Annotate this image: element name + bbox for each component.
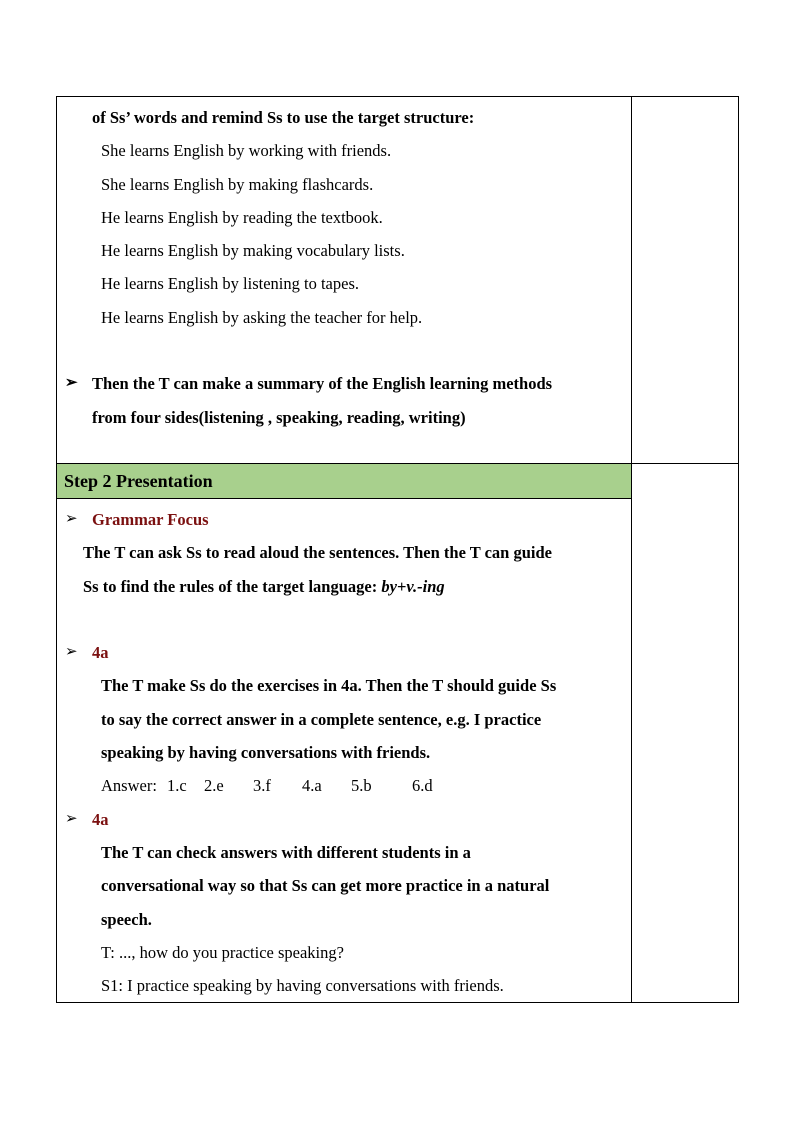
grammar-line: The T can ask Ss to read aloud the sentences. Then the T can guide (83, 543, 552, 563)
section-4a-line: The T make Ss do the exercises in 4a. Then the T should guide Ss (101, 676, 557, 696)
section-4a-line: to say the correct answer in a complete sentence, e.g. I practice (101, 709, 542, 729)
step2-cell (57, 499, 632, 1003)
answer-item: 3.f (253, 776, 271, 796)
step2-title: Step 2 Presentation (57, 464, 632, 499)
example-line: He learns English by reading the textbook. (101, 207, 383, 227)
answer-item: 5.b (351, 776, 372, 796)
section-4a-line: speaking by having conversations with friends. (101, 743, 431, 763)
answer-item: 6.d (412, 776, 433, 796)
example-line: He learns English by making vocabulary lists. (101, 241, 405, 261)
lesson-plan-table (56, 96, 739, 1003)
row-practice (57, 97, 739, 464)
summary-line: ➢ Then the T can make a summary of the English learning methods (57, 367, 631, 400)
section-4a-line: conversational way so that Ss can get more practice in a natural (101, 876, 550, 896)
section-4a-heading: ➢ 4a (57, 803, 631, 836)
example-line: He learns English by listening to tapes. (101, 274, 359, 294)
arrow-bullet-icon: ➢ (65, 511, 78, 527)
row-step2-header (57, 464, 739, 499)
answer-item: 2.e (204, 776, 224, 796)
answer-item: 1.c (167, 776, 187, 796)
intro-line: of Ss’ words and remind Ss to use the target structure: (92, 108, 475, 127)
section-4a-line: speech. (101, 909, 152, 929)
dialog-line: S1: I practice speaking by having conversations with friends. (101, 976, 504, 996)
example-line: He learns English by asking the teacher for help. (101, 307, 423, 327)
arrow-bullet-icon: ➢ (65, 644, 78, 661)
notes-cell (632, 97, 739, 464)
grammar-line: Ss to find the rules of the target language: by+v.-ing (83, 576, 445, 596)
grammar-focus-heading: ➢ Grammar Focus (57, 503, 631, 536)
example-line: She learns English by working with friends. (101, 141, 392, 161)
section-4a-line: The T can check answers with different students in a (101, 842, 471, 862)
answer-item: 4.a (302, 776, 322, 796)
practice-cell (57, 97, 632, 464)
dialog-line: T: ..., how do you practice speaking? (101, 942, 344, 962)
arrow-bullet-icon: ➢ (65, 810, 78, 827)
example-line: She learns English by making flashcards. (101, 174, 374, 194)
answer-label: Answer: (101, 776, 157, 796)
summary-line: from four sides(listening , speaking, reading, writing) (92, 407, 466, 427)
step2-notes-cell (632, 464, 739, 1003)
section-4a-heading: ➢ 4a (57, 636, 631, 669)
answers-line (57, 769, 631, 802)
arrow-bullet-icon: ➢ (65, 375, 78, 392)
